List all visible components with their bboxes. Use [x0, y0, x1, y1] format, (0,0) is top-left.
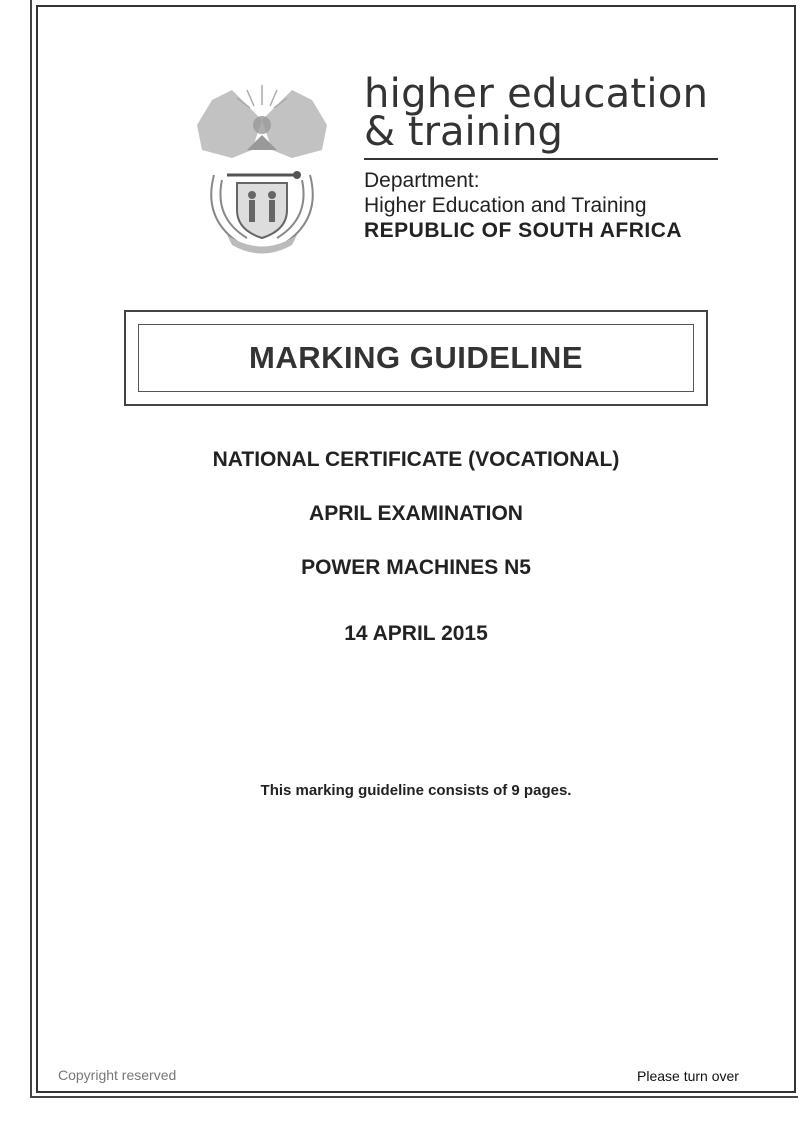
- department-label: Department:: [364, 169, 480, 192]
- turn-over-note: Please turn over: [637, 1068, 739, 1084]
- document-title: MARKING GUIDELINE: [249, 340, 583, 375]
- subject-name: POWER MACHINES N5: [301, 556, 531, 579]
- page-count-note: This marking guideline consists of 9 pages.: [260, 782, 572, 799]
- title-box: [124, 310, 708, 406]
- exam-date: 14 APRIL 2015: [344, 622, 488, 645]
- brand-wordmark-line2: & training: [364, 109, 563, 155]
- page-border-outer: [30, 0, 32, 1098]
- department-block: [364, 168, 682, 243]
- certificate-name: NATIONAL CERTIFICATE (VOCATIONAL): [212, 448, 620, 471]
- exam-name: APRIL EXAMINATION: [309, 502, 523, 525]
- copyright-note: Copyright reserved: [58, 1067, 177, 1083]
- page-border-bottom: [30, 1096, 798, 1098]
- country-name: REPUBLIC OF SOUTH AFRICA: [364, 219, 683, 242]
- coat-of-arms-logo: [192, 80, 332, 255]
- brand-divider: [364, 158, 718, 160]
- department-name: Higher Education and Training: [364, 194, 647, 217]
- title-box-inner: [138, 324, 694, 392]
- brand-wordmark-line1: higher education: [364, 71, 709, 117]
